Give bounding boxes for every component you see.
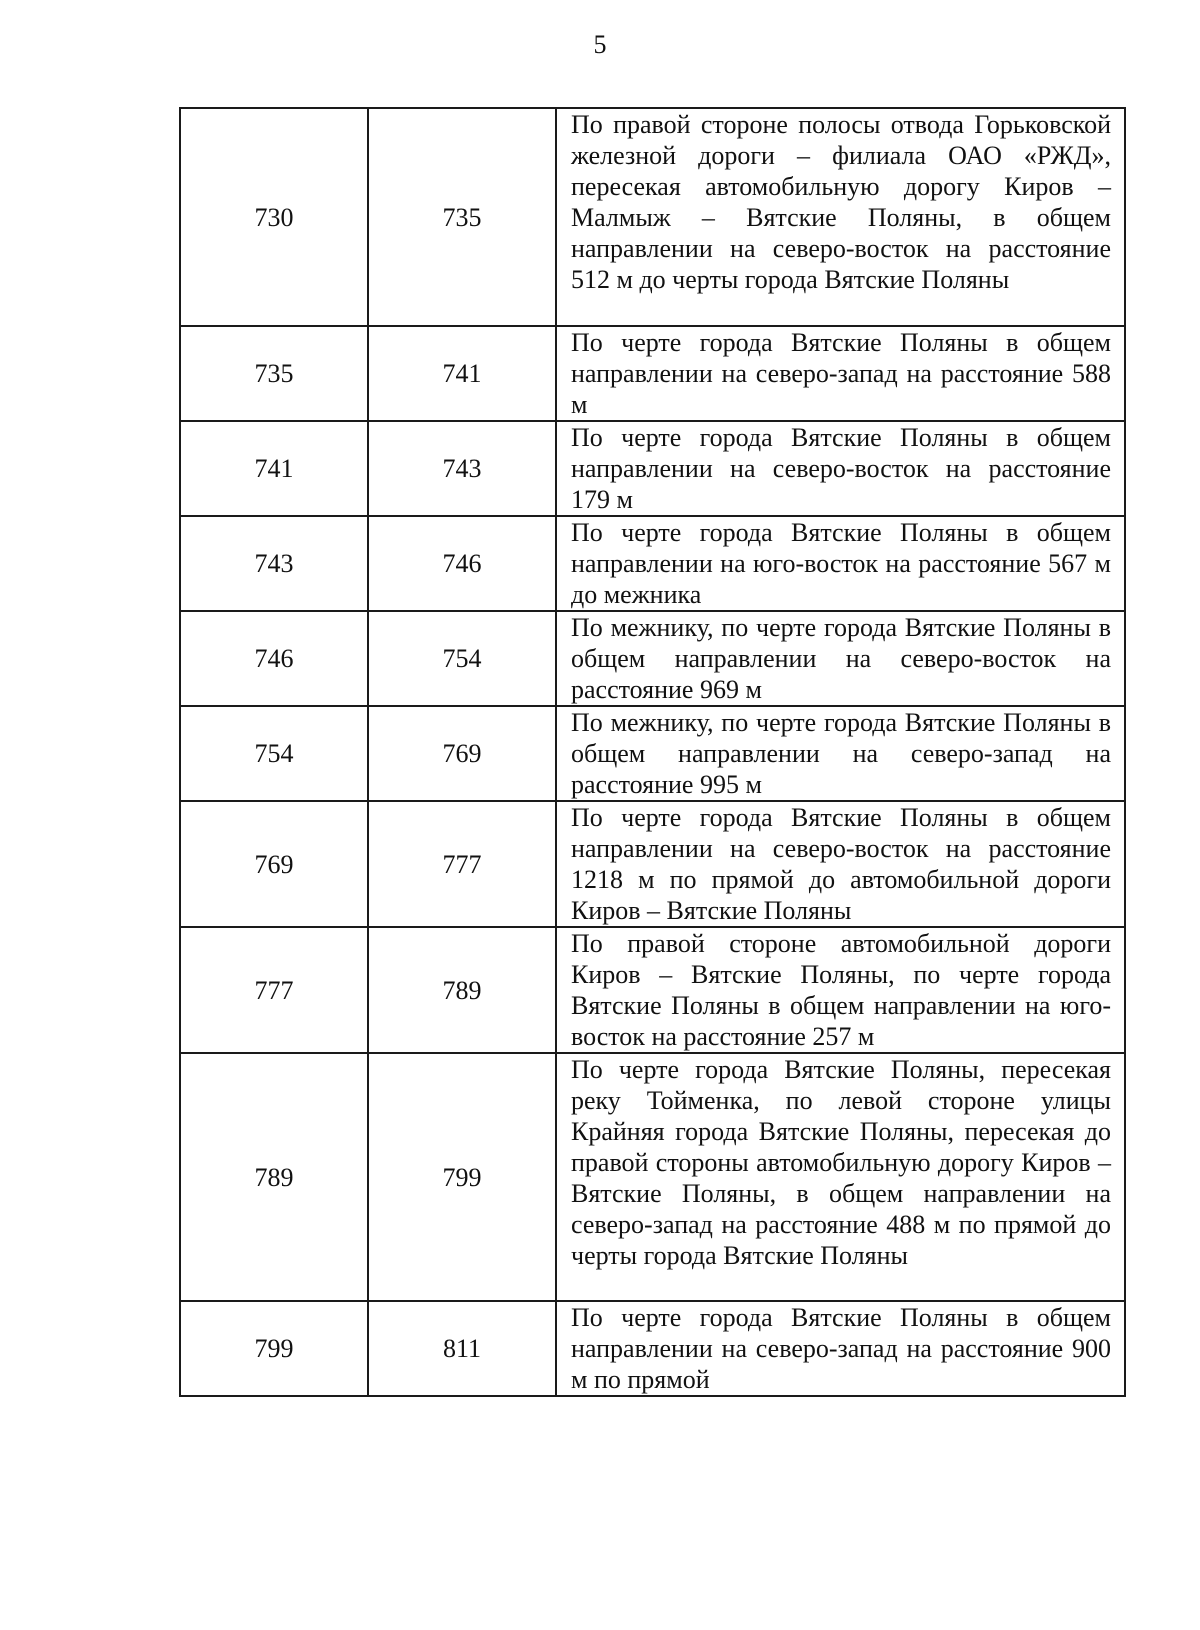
description-cell: По черте города Вятские Поляны в общем направлении на северо-запад на расстояние 900 м по прямой <box>556 1301 1125 1396</box>
from-point-cell: 789 <box>180 1053 368 1301</box>
to-point-cell: 789 <box>368 927 556 1053</box>
description-cell: По черте города Вятские Поляны в общем направлении на северо-восток на расстояние 179 м <box>556 421 1125 516</box>
to-point-cell: 741 <box>368 326 556 421</box>
table-row <box>180 801 1125 927</box>
table-row <box>180 1301 1125 1396</box>
to-point-cell: 799 <box>368 1053 556 1301</box>
table-row <box>180 927 1125 1053</box>
table-row <box>180 1053 1125 1301</box>
page-number <box>0 30 1200 60</box>
from-point-cell: 754 <box>180 706 368 801</box>
to-point-cell: 777 <box>368 801 556 927</box>
description-cell: По правой стороне автомобильной дороги Киров – Вятские Поляны, по черте города Вятские Поляны в общем направлении на юго-восток на расстояние 257 м <box>556 927 1125 1053</box>
description-cell: По черте города Вятские Поляны в общем направлении на юго-восток на расстояние 567 м до межника <box>556 516 1125 611</box>
table-row <box>180 611 1125 706</box>
table-row <box>180 706 1125 801</box>
table-row <box>180 108 1125 326</box>
to-point-cell: 754 <box>368 611 556 706</box>
from-point-cell: 799 <box>180 1301 368 1396</box>
table-row <box>180 421 1125 516</box>
to-point-cell: 769 <box>368 706 556 801</box>
to-point-cell: 735 <box>368 108 556 326</box>
description-cell: По правой стороне полосы отвода Горьковской железной дороги – филиала ОАО «РЖД», пересекая автомобильную дорогу Киров – Малмыж – Вятские Поляны, в общем направлении на северо-восток на расстояние 512 м до черты города Вятские Поляны <box>556 108 1125 326</box>
from-point-cell: 743 <box>180 516 368 611</box>
table-row <box>180 516 1125 611</box>
from-point-cell: 735 <box>180 326 368 421</box>
from-point-cell: 777 <box>180 927 368 1053</box>
to-point-cell: 746 <box>368 516 556 611</box>
from-point-cell: 769 <box>180 801 368 927</box>
description-cell: По черте города Вятские Поляны в общем направлении на северо-запад на расстояние 588 м <box>556 326 1125 421</box>
boundary-table <box>179 107 1126 1397</box>
table-row <box>180 326 1125 421</box>
page-number-text: 5 <box>593 30 607 59</box>
description-cell: По черте города Вятские Поляны в общем направлении на северо-восток на расстояние 1218 м по прямой до автомобильной дороги Киров – Вятские Поляны <box>556 801 1125 927</box>
from-point-cell: 730 <box>180 108 368 326</box>
description-cell: По черте города Вятские Поляны, пересекая реку Тойменка, по левой стороне улицы Крайняя города Вятские Поляны, пересекая до правой стороны автомобильную дорогу Киров – Вятские Поляны, в общем направлении на северо-запад на расстояние 488 м по прямой до черты города Вятские Поляны <box>556 1053 1125 1301</box>
from-point-cell: 741 <box>180 421 368 516</box>
to-point-cell: 811 <box>368 1301 556 1396</box>
description-cell: По межнику, по черте города Вятские Поляны в общем направлении на северо-запад на расстояние 995 м <box>556 706 1125 801</box>
from-point-cell: 746 <box>180 611 368 706</box>
to-point-cell: 743 <box>368 421 556 516</box>
description-cell: По межнику, по черте города Вятские Поляны в общем направлении на северо-восток на расстояние 969 м <box>556 611 1125 706</box>
